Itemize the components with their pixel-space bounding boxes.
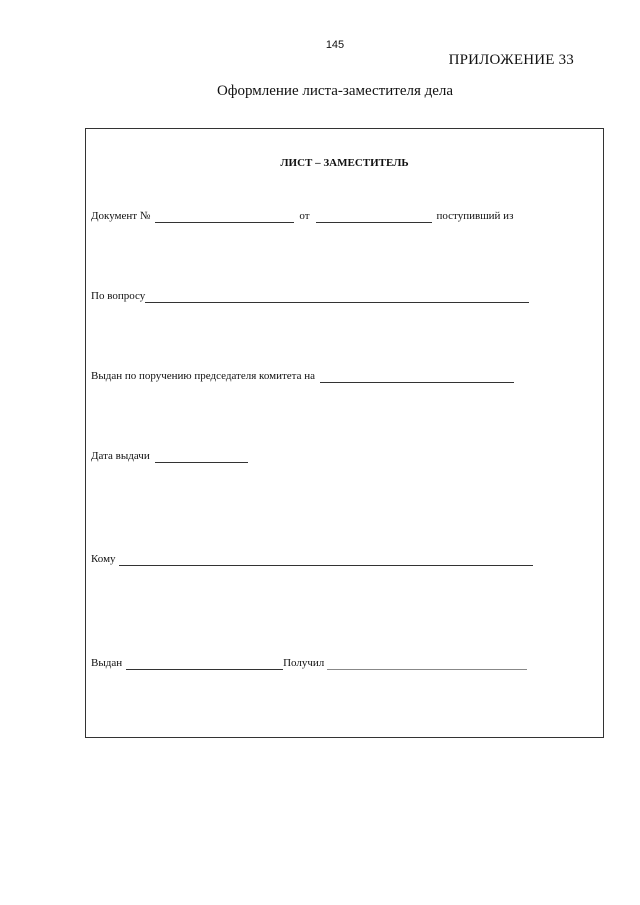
form-box xyxy=(85,128,604,738)
issued-label: Выдан xyxy=(91,657,123,669)
issued-by-order-label: Выдан по поручению председателя комитета на xyxy=(91,370,315,382)
from-label: от xyxy=(299,210,310,222)
appendix-label: ПРИЛОЖЕНИЕ 33 xyxy=(448,52,574,68)
document-row xyxy=(91,209,513,223)
issued-field[interactable] xyxy=(126,658,283,670)
page-number: 145 xyxy=(325,39,345,51)
received-field[interactable] xyxy=(327,658,527,670)
issued-by-order-row xyxy=(91,369,516,383)
document-number-label: Документ № xyxy=(91,210,151,222)
received-from-label: поступивший из xyxy=(436,210,514,222)
question-field[interactable] xyxy=(145,291,529,303)
form-heading: ЛИСТ – ЗАМЕСТИТЕЛЬ xyxy=(280,157,409,169)
issue-date-row xyxy=(91,449,250,463)
document-title: Оформление листа-заместителя дела xyxy=(216,83,454,99)
question-row xyxy=(91,289,531,303)
document-number-field[interactable] xyxy=(155,211,294,223)
issue-date-label: Дата выдачи xyxy=(91,450,150,462)
document-date-field[interactable] xyxy=(316,211,432,223)
to-whom-row xyxy=(91,552,535,566)
question-label: По вопросу xyxy=(91,290,146,302)
issued-received-row xyxy=(91,656,529,670)
to-whom-label: Кому xyxy=(91,553,116,565)
issue-date-field[interactable] xyxy=(155,451,248,463)
issued-by-order-field[interactable] xyxy=(320,371,514,383)
received-label: Получил xyxy=(283,657,325,669)
to-whom-field[interactable] xyxy=(119,554,533,566)
